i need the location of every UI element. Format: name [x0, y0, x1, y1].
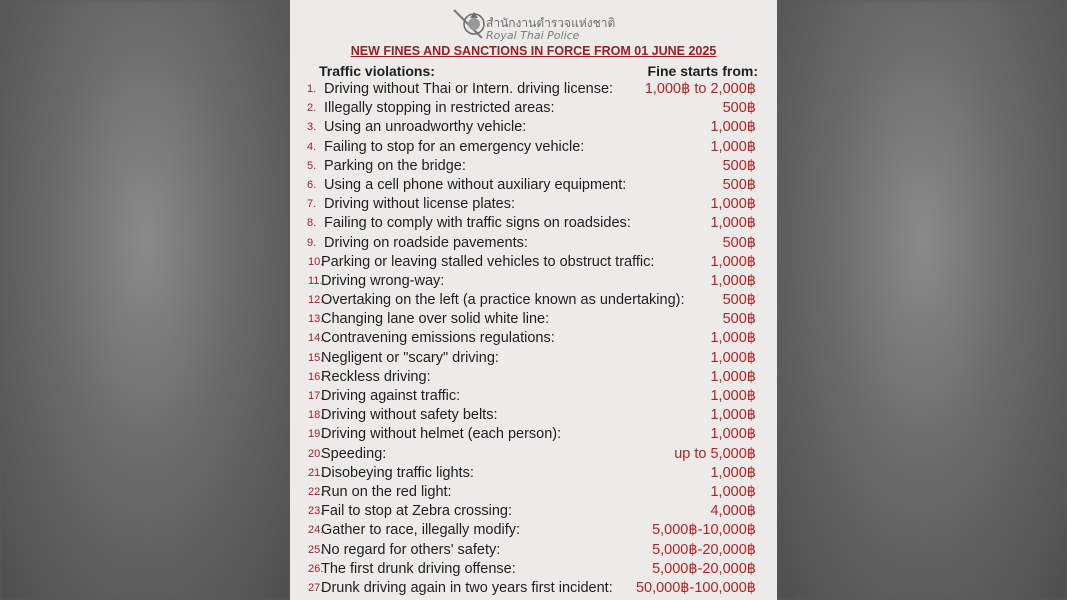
item-number: 13. [308, 313, 324, 326]
list-item [0, 272, 1067, 291]
list-item [0, 521, 1067, 540]
list-item [0, 502, 1067, 521]
item-number: 1. [307, 83, 317, 95]
list-item [0, 349, 1067, 368]
item-number: 25. [308, 543, 324, 556]
fine-amount: 5,000฿-10,000฿ [652, 522, 756, 539]
fine-amount: 1,000฿ [710, 426, 756, 443]
fine-amount: 4,000฿ [710, 503, 756, 520]
fine-amount: 1,000฿ [710, 215, 756, 232]
list-item [0, 541, 1067, 560]
violation-text: No regard for others' safety: [321, 541, 501, 558]
violation-text: Parking or leaving stalled vehicles to obstruct traffic: [321, 253, 655, 270]
violation-text: Driving without license plates: [324, 196, 516, 213]
fine-amount: 1,000฿ [710, 272, 756, 289]
item-number: 21. [308, 466, 324, 479]
list-item [0, 483, 1067, 502]
violations-list [0, 80, 1067, 598]
item-number: 6. [307, 178, 317, 191]
violation-text: Failing to stop for an emergency vehicle: [324, 138, 585, 155]
item-number: 23. [308, 505, 324, 518]
list-item [0, 176, 1067, 195]
org-name-english: Royal Thai Police [486, 29, 580, 42]
item-number: 26. [308, 562, 324, 575]
list-item [0, 406, 1067, 425]
item-number: 27. [308, 581, 324, 594]
fine-amount: 5,000฿-20,000฿ [652, 541, 756, 558]
fine-amount: 5,000฿-20,000฿ [652, 560, 756, 577]
fine-amount: 1,000฿ [710, 483, 756, 500]
violation-text: Driving against traffic: [321, 388, 461, 404]
item-number: 19. [308, 428, 324, 441]
list-item [0, 310, 1067, 329]
item-number: 11. [308, 274, 323, 287]
item-number: 12. [308, 294, 324, 307]
list-item [0, 445, 1067, 464]
fine-amount: up to 5,000฿ [674, 445, 756, 462]
violation-text: Speeding: [321, 445, 387, 462]
violation-text: Contravening emissions regulations: [321, 330, 555, 347]
fine-amount: 500฿ [722, 157, 756, 174]
violation-text: Driving without helmet (each person): [321, 426, 562, 443]
violation-text: Negligent or "scary" driving: [321, 349, 499, 366]
violation-text: Failing to comply with traffic signs on roadsides: [324, 215, 631, 232]
list-item [0, 579, 1067, 598]
violation-text: Run on the red light: [321, 483, 452, 500]
item-number: 5. [307, 159, 317, 172]
fine-amount: 500฿ [722, 292, 756, 309]
violation-text: Gather to race, illegally modify: [321, 522, 521, 539]
list-item [0, 464, 1067, 483]
list-item [0, 195, 1067, 214]
column-header-fines: Fine starts from: [647, 63, 758, 79]
list-item [0, 387, 1067, 406]
violation-text: Drunk driving again in two years first incident: [321, 579, 613, 596]
list-item [0, 368, 1067, 387]
fine-amount: 1,000฿ [710, 368, 756, 385]
list-item [0, 157, 1067, 176]
page-title: NEW FINES AND SANCTIONS IN FORCE FROM 01 JUNE 2025 [350, 44, 717, 58]
list-item [0, 99, 1067, 118]
violation-text: Disobeying traffic lights: [321, 464, 474, 481]
item-number: 15. [308, 351, 324, 364]
violation-text: Driving wrong-way: [321, 272, 445, 289]
item-number: 7. [307, 198, 317, 211]
item-number: 2. [307, 102, 317, 115]
list-item [0, 253, 1067, 272]
item-number: 20. [308, 447, 324, 460]
fine-amount: 1,000฿ [710, 349, 756, 366]
violation-text: Driving without Thai or Intern. driving license: [324, 81, 614, 97]
fine-amount: 1,000฿ [710, 407, 756, 424]
violation-text: Fail to stop at Zebra crossing: [321, 503, 512, 520]
fine-amount: 500฿ [722, 176, 756, 193]
fine-amount: 1,000฿ [710, 196, 756, 213]
fine-amount: 1,000฿ [710, 138, 756, 155]
fine-amount: 50,000฿-100,000฿ [635, 579, 756, 596]
violation-text: The first drunk driving offense: [321, 560, 516, 577]
org-name-thai: สำนักงานตำรวจแห่งชาติ [486, 16, 616, 30]
violation-text: Changing lane over solid white line: [321, 311, 550, 328]
item-number: 14. [308, 332, 324, 345]
fine-amount: 1,000฿ [710, 253, 756, 270]
violation-text: Using a cell phone without auxiliary equipment: [324, 176, 627, 193]
item-number: 8. [307, 217, 317, 230]
item-number: 16. [308, 370, 324, 383]
list-item [0, 560, 1067, 579]
column-header-violations: Traffic violations: [319, 63, 435, 79]
violation-text: Driving without safety belts: [321, 407, 498, 424]
violation-text: Overtaking on the left (a practice known as undertaking): [321, 292, 685, 309]
violation-text: Driving on roadside pavements: [324, 234, 528, 251]
royal-thai-police-emblem-icon [452, 8, 488, 40]
item-number: 10. [308, 255, 324, 268]
fine-amount: 500฿ [722, 100, 756, 117]
violation-text: Parking on the bridge: [324, 157, 466, 174]
list-item [0, 291, 1067, 310]
violation-text: Reckless driving: [321, 368, 431, 385]
item-number: 22. [308, 485, 324, 498]
fine-amount: 1,000฿ [710, 119, 756, 136]
fine-amount: 1,000฿ [710, 330, 756, 347]
violation-text: Using an unroadworthy vehicle: [324, 119, 527, 136]
item-number: 9. [307, 236, 317, 249]
fine-amount: 500฿ [722, 311, 756, 328]
list-item [0, 138, 1067, 157]
list-item [0, 329, 1067, 348]
item-number: 24. [308, 524, 324, 537]
fine-amount: 500฿ [722, 234, 756, 251]
fine-amount: 1,000฿ to 2,000฿ [644, 81, 756, 97]
item-number: 17. [308, 390, 324, 402]
list-item [0, 80, 1067, 99]
list-item [0, 214, 1067, 233]
list-item [0, 118, 1067, 137]
fine-amount: 1,000฿ [710, 388, 756, 404]
list-item [0, 425, 1067, 444]
item-number: 4. [307, 140, 317, 153]
list-item [0, 234, 1067, 253]
violation-text: Illegally stopping in restricted areas: [324, 100, 555, 117]
item-number: 18. [308, 409, 324, 422]
fine-amount: 1,000฿ [710, 464, 756, 481]
item-number: 3. [307, 121, 317, 134]
